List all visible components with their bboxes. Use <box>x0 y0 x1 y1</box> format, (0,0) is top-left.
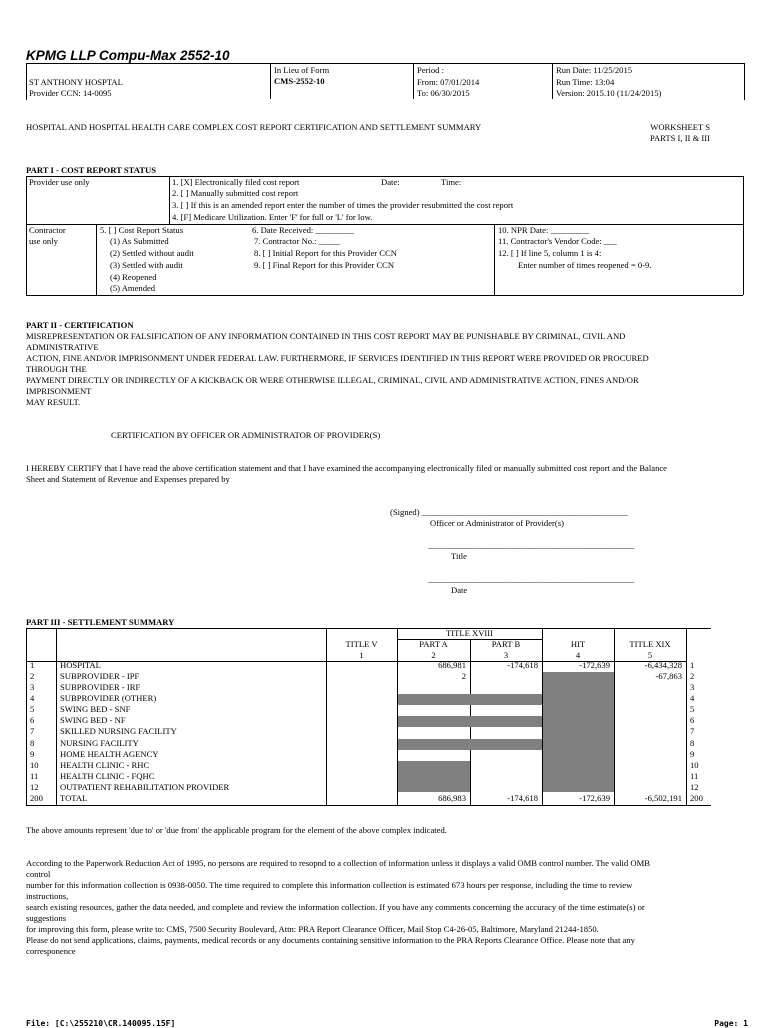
row-number: 11 <box>690 771 699 781</box>
row-number: 10 <box>30 760 39 770</box>
row-value: -172,639 <box>579 660 610 670</box>
row-number: 1 <box>690 660 695 670</box>
pra-text: instructions, <box>26 891 69 901</box>
certify-text: I HEREBY CERTIFY that I have read the above certification statement and that I have examined the accompanying electronically filed or manually submitted cost report and the Balance <box>26 463 668 473</box>
col-part-b: PART B <box>491 639 521 649</box>
row-number: 12 <box>30 782 39 792</box>
shaded-cell <box>398 716 542 727</box>
row-value: -6,502,191 <box>644 793 682 803</box>
grid-line <box>56 628 57 805</box>
part1-bottom-rule <box>26 295 743 296</box>
part2-text: THROUGH THE <box>26 364 87 374</box>
grid-line <box>26 628 27 805</box>
row-number: 5 <box>690 704 695 714</box>
col-title-v: TITLE V <box>345 639 378 649</box>
grid-line <box>26 805 711 806</box>
col-number: 1 <box>359 650 364 660</box>
row-number: 200 <box>690 793 703 803</box>
row-label: SWING BED - NF <box>60 715 126 725</box>
part1-left-rule <box>26 176 27 295</box>
part3-title: PART III - SETTLEMENT SUMMARY <box>26 617 175 627</box>
form-number: CMS-2552-10 <box>274 76 325 86</box>
page-number: Page: 1 <box>714 1019 748 1028</box>
row-number: 8 <box>690 738 695 748</box>
row-number: 9 <box>690 749 695 759</box>
row-label: SKILLED NURSING FACILITY <box>60 726 177 736</box>
row-number: 2 <box>690 671 695 681</box>
pra-text: suggestions <box>26 913 67 923</box>
main-heading: HOSPITAL AND HOSPITAL HEALTH CARE COMPLEX COST REPORT CERTIFICATION AND SETTLEMENT SUMMARY <box>26 122 482 132</box>
part1-title: PART I - COST REPORT STATUS <box>26 165 157 175</box>
version: Version: 2015.10 (11/24/2015) <box>556 88 662 98</box>
row-label: HEALTH CLINIC - FQHC <box>60 771 155 781</box>
row-value: 686,983 <box>438 793 466 803</box>
item9: 9. [ ] Final Report for this Provider CCN <box>254 260 395 270</box>
part1-divider <box>96 224 97 295</box>
certify-text: Sheet and Statement of Revenue and Expenses prepared by <box>26 474 230 484</box>
part2-text: ACTION, FINE AND/OR IMPRISONMENT UNDER FEDERAL LAW. FURTHERMORE, IF SERVICES IDENTIFIED IN THIS REPORT WERE PROVIDED OR PROCURED <box>26 353 649 363</box>
part1-divider <box>169 176 170 224</box>
row-label: SUBPROVIDER (OTHER) <box>60 693 157 703</box>
row-label: NURSING FACILITY <box>60 738 139 748</box>
col-number: 3 <box>503 650 509 660</box>
row-value: -174,618 <box>507 793 538 803</box>
row-label: HEALTH CLINIC - RHC <box>60 760 150 770</box>
row-label: HOME HEALTH AGENCY <box>60 749 159 759</box>
header-divider <box>270 63 271 99</box>
col-title-xviii: TITLE XVIII <box>445 628 493 638</box>
amounts-note: The above amounts represent 'due to' or 'due from' the applicable program for the element of the above complex indicated. <box>26 825 447 835</box>
shaded-cell <box>398 761 470 792</box>
header-divider <box>552 63 553 99</box>
item5-option: (4) Reopened <box>110 272 157 282</box>
row-number: 9 <box>30 749 35 759</box>
part1-divider <box>494 224 495 295</box>
file-path: File: [C:\255210\CR.140095.15F] <box>26 1019 176 1028</box>
shaded-cell <box>543 672 614 792</box>
grid-line <box>686 628 687 805</box>
part1-right-rule <box>743 176 744 295</box>
part3-top-rule <box>26 628 711 629</box>
row-number: 4 <box>30 693 35 703</box>
part2-text: ADMINISTRATIVE <box>26 342 99 352</box>
pra-text: corresponence <box>26 946 76 956</box>
col-number: 4 <box>575 650 581 660</box>
date-label: Date: <box>381 177 400 187</box>
row-number: 6 <box>690 715 695 725</box>
pra-text: According to the Paperwork Reduction Act of 1995, no persons are required to resopnd to a collection of information unless it displays a valid OMB control number. The valid OMB <box>26 858 650 868</box>
row-label: OUTPATIENT REHABILITATION PROVIDER <box>60 782 230 792</box>
title-label: Title <box>451 551 467 561</box>
row-value: -172,639 <box>579 793 610 803</box>
part2-text: MAY RESULT. <box>26 397 81 407</box>
time-label: Time: <box>441 177 462 187</box>
row-label: HOSPITAL <box>60 660 101 670</box>
item8: 8. [ ] Initial Report for this Provider CCN <box>254 248 397 258</box>
header-divider <box>413 63 414 99</box>
pra-text: number for this information collection is 0938-0050. The time required to complete this information collection is estimated 673 hours per response, including the time to review <box>26 880 633 890</box>
row-number: 11 <box>30 771 39 781</box>
pra-text: for improving this form, please write to: CMS, 7500 Security Boulevard, Attn: PRA Report Clearance Officer, Mail Stop C4-26-05, Baltimore, Maryland 21244-1850. <box>26 924 599 934</box>
contractor-label: use only <box>29 236 58 246</box>
row-number: 2 <box>30 671 35 681</box>
row-label: SUBPROVIDER - IRF <box>60 682 141 692</box>
shaded-cell <box>398 739 542 750</box>
row-number: 1 <box>30 660 35 670</box>
provider-ccn: Provider CCN: 14-0095 <box>29 88 112 98</box>
part2-text: IMPRISONMENT <box>26 386 92 396</box>
item12b: Enter number of times reopened = 0-9. <box>518 260 652 270</box>
item5-option: (3) Settled with audit <box>110 260 183 270</box>
item2: 2. [ ] Manually submitted cost report <box>172 188 299 198</box>
part2-text: PAYMENT DIRECTLY OR INDIRECTLY OF A KICKBACK OR WERE OTHERWISE ILLEGAL, CRIMINAL, CIVIL AND ADMINISTRATIVE ACTION, FINES AND/OR <box>26 375 639 385</box>
part2-text: MISREPRESENTATION OR FALSIFICATION OF ANY INFORMATION CONTAINED IN THIS COST REPORT MAY BE PUNISHABLE BY CRIMINAL, CIVIL AND <box>26 331 626 341</box>
provider-use-label: Provider use only <box>29 177 90 187</box>
row-label: SWING BED - SNF <box>60 704 131 714</box>
row-number: 10 <box>690 760 699 770</box>
run-time: Run Time: 13:04 <box>556 77 615 87</box>
date-line: ________________________________________________ <box>428 574 635 584</box>
col-number: 2 <box>431 650 436 660</box>
officer-label: Officer or Administrator of Provider(s) <box>430 518 564 528</box>
row-number: 5 <box>30 704 35 714</box>
row-number: 4 <box>690 693 695 703</box>
parts-label: PARTS I, II & III <box>649 133 710 143</box>
worksheet-label: WORKSHEET S <box>650 122 710 132</box>
row-number: 7 <box>30 726 35 736</box>
item1: 1. [X] Electronically filed cost report <box>172 177 300 187</box>
row-label: TOTAL <box>60 793 88 803</box>
run-date: Run Date: 11/25/2015 <box>556 65 633 75</box>
row-number: 3 <box>690 682 695 692</box>
row-number: 12 <box>690 782 699 792</box>
item5-option: (2) Settled without audit <box>110 248 194 258</box>
row-value: -174,618 <box>507 660 538 670</box>
item5-option: (1) As Submitted <box>110 236 169 246</box>
row-value: 2 <box>461 671 466 681</box>
report-title: KPMG LLP Compu-Max 2552-10 <box>26 48 230 63</box>
row-number: 8 <box>30 738 35 748</box>
cert-heading: CERTIFICATION BY OFFICER OR ADMINISTRATOR OF PROVIDER(S) <box>111 430 381 440</box>
item10: 10. NPR Date: _________ <box>498 225 590 235</box>
lieu-label: In Lieu of Form <box>274 65 330 75</box>
item12: 12. [ ] If line 5, column 1 is 4: <box>498 248 602 258</box>
col-part-a: PART A <box>419 639 448 649</box>
row-number: 7 <box>690 726 695 736</box>
row-number: 6 <box>30 715 35 725</box>
row-number: 200 <box>30 793 43 803</box>
col-number: 5 <box>647 650 653 660</box>
item3: 3. [ ] If this is an amended report enter the number of times the provider resubmitted the cost report <box>172 200 514 210</box>
provider-name: ST ANTHONY HOSPTAL <box>29 77 123 87</box>
item4: 4. [F] Medicare Utilization. Enter 'F' for full or 'L' for low. <box>172 212 373 222</box>
pra-text: search existing resources, gather the data needed, and complete and review the information collection. If you have any comments concerning the accuracy of the time estimate(s) or <box>26 902 645 912</box>
item11: 11. Contractor's Vendor Code: ___ <box>498 236 617 246</box>
item5: 5. [ ] Cost Report Status <box>100 225 184 235</box>
item5-option: (5) Amended <box>110 283 156 293</box>
item7: 7. Contractor No.: _____ <box>254 236 341 246</box>
contractor-label: Contractor <box>29 225 66 235</box>
row-value: -6,434,328 <box>644 660 682 670</box>
row-number: 3 <box>30 682 35 692</box>
pra-text: control <box>26 869 51 879</box>
col-title-xix: TITLE XIX <box>629 639 671 649</box>
pra-text: Please do not send applications, claims, payments, medical records or any documents containing sensitive information to the PRA Reports Clearance Office. Please note that any <box>26 935 635 945</box>
period-from: From: 07/01/2014 <box>417 77 480 87</box>
signature-line: (Signed) ________________________________________________ <box>390 507 628 517</box>
item6: 6. Date Received: _________ <box>252 225 355 235</box>
col-hit: HIT <box>570 639 586 649</box>
title-line: ________________________________________________ <box>428 540 635 550</box>
row-label: SUBPROVIDER - IPF <box>60 671 140 681</box>
row-value: -67,863 <box>655 671 682 681</box>
part2-title: PART II - CERTIFICATION <box>26 320 134 330</box>
period-to: To: 06/30/2015 <box>417 88 470 98</box>
shaded-cell <box>398 694 542 705</box>
date-sign-label: Date <box>451 585 468 595</box>
row-value: 686,981 <box>438 660 466 670</box>
period-label: Period : <box>417 65 444 75</box>
